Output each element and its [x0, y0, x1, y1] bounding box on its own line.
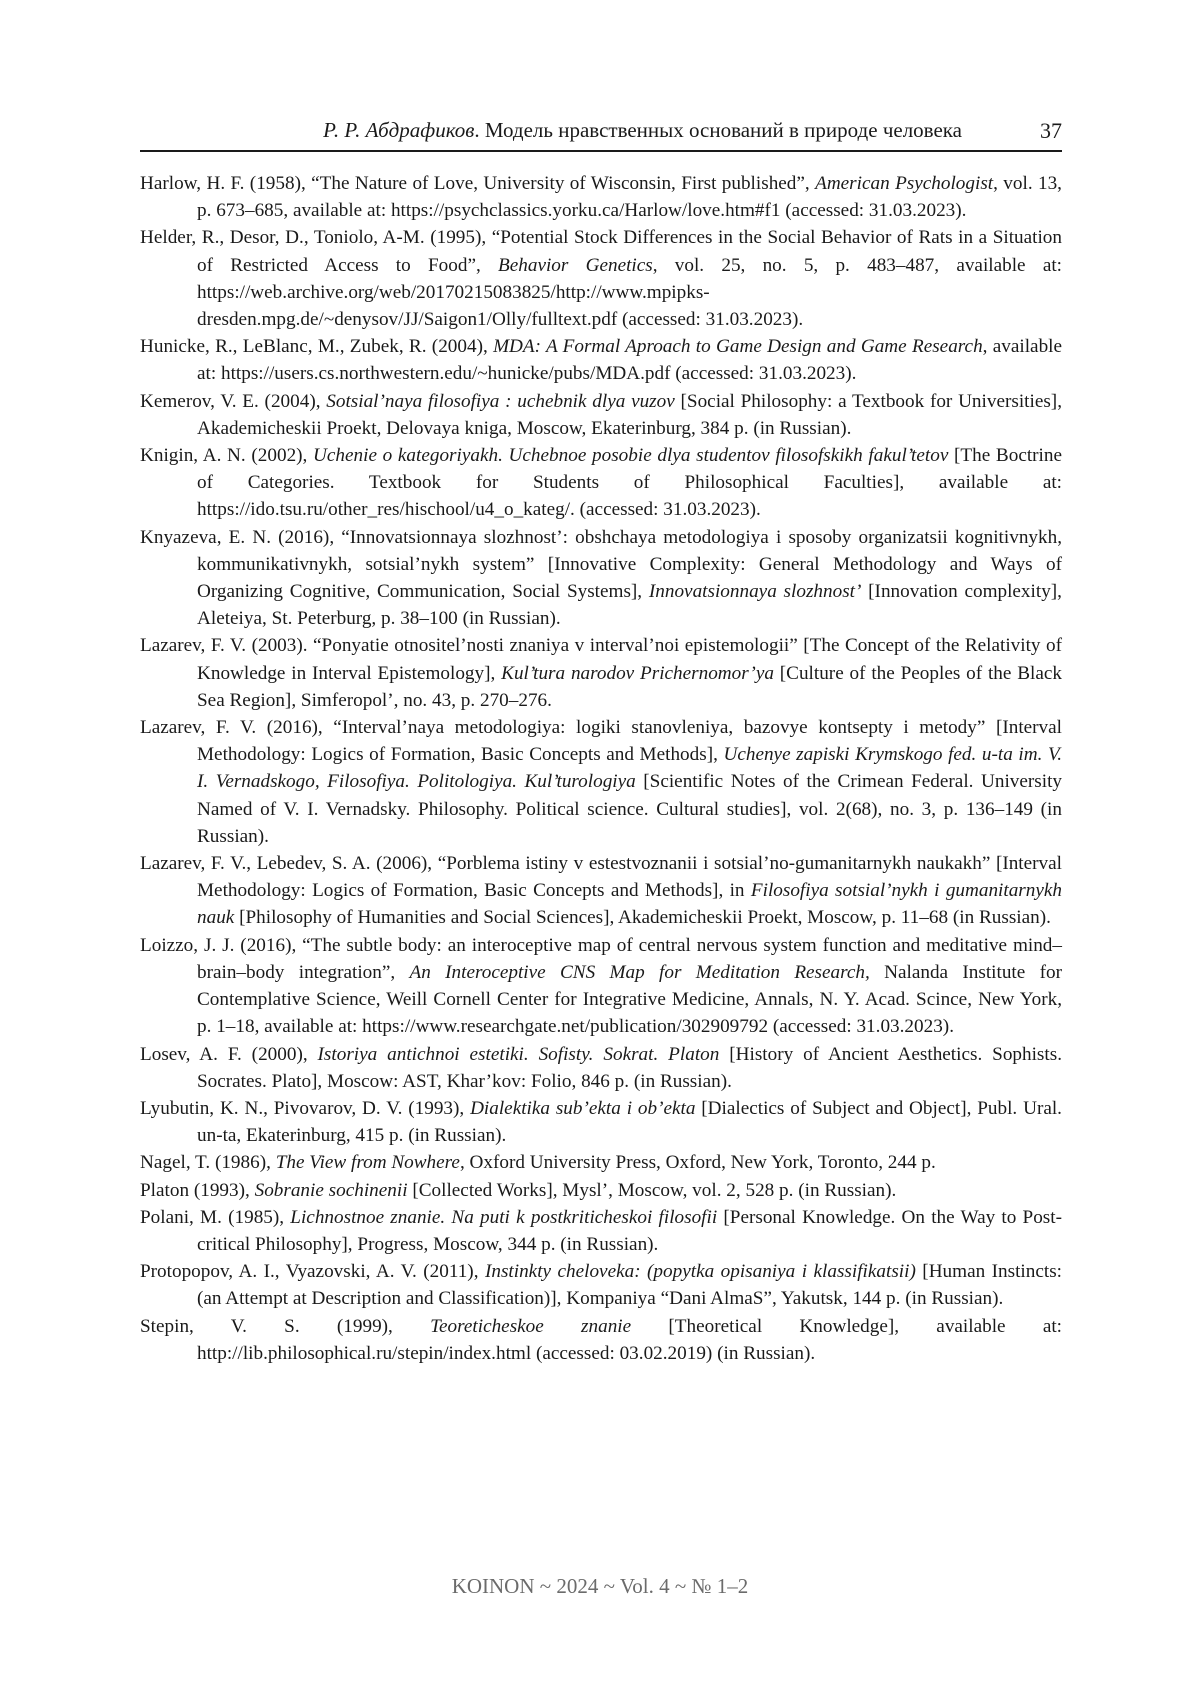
reference-title: Teoreticheskoe znanie: [430, 1315, 632, 1337]
reference-text: Loizzo, J. J. (2016), “The subtle body: an interoceptive map of central nervous system function and meditative mind–brain–body integration”,: [140, 934, 1062, 983]
reference-title: An Interoceptive CNS Map for Meditation Research,: [409, 961, 870, 983]
reference-details: [Philosophy of Humanities and Social Sciences], Akademicheskii Proekt, Moscow, p. 11–68 (in Russian).: [234, 907, 1051, 929]
reference-title: American Psychologist: [815, 173, 994, 194]
reference-text: Platon (1993),: [140, 1179, 255, 1201]
running-title: [323, 118, 962, 143]
reference-text: Polani, M. (1985),: [140, 1206, 291, 1228]
reference-entry: [140, 524, 1062, 633]
reference-title: Sobranie sochinenii: [254, 1179, 408, 1201]
reference-entry: [140, 1149, 1062, 1176]
reference-entry: [140, 1095, 1062, 1149]
reference-title: Kul’tura narodov Prichernomor’ya: [501, 662, 774, 684]
reference-title: Dialektika sub’ekta i ob’ekta: [470, 1097, 696, 1119]
reference-title: The View from Nowhere: [275, 1152, 460, 1174]
reference-details: [Scientific Notes of the Crimean Federal. University Named of V. I. Vernadsky. Philosophy. Political science. Cultural studies], vol. 2(68), no. 3, p. 136–149 (in Russian).: [197, 771, 1062, 847]
reference-details: [Theoretical Knowledge], available at: http://lib.philosophical.ru/stepin/index.html (accessed: 03.02.2019) (in Russian).: [197, 1315, 1062, 1364]
journal-footer: KOINON ~ 2024 ~ Vol. 4 ~ № 1–2: [451, 1574, 749, 1598]
reference-text: Lazarev, F. V. (2016), “Interval’naya metodologiya: logiki stanovleniya, bazovye kontsepty i metody” [Interval Methodology: Logics of Formation, Basic Concepts and Methods],: [140, 717, 1062, 766]
running-header: [140, 118, 1062, 152]
reference-text: Lazarev, F. V. (2003). “Ponyatie otnositel’nosti znaniya v interval’noi epistemologii” [The Concept of the Relativity of Knowledge in Interval Epistemology],: [140, 635, 1062, 684]
reference-text: Helder, R., Desor, D., Toniolo, A-M. (1995), “Potential Stock Differences in the Social Behavior of Rats in a Situation of Restricted Access to Food”,: [140, 227, 1062, 276]
reference-title: Innovatsionnaya slozhnost’: [648, 581, 862, 603]
reference-text: Losev, A. F. (2000),: [140, 1043, 318, 1065]
reference-title: Uchenye zapiski Krymskogo fed. u-ta im. V. I. Vernadskogo, Filosofiya. Politologiya. Kul’turologiya: [197, 744, 1063, 793]
reference-details: , Oxford University Press, Oxford, New York, Toronto, 244 p.: [459, 1152, 936, 1174]
reference-text: Kemerov, V. E. (2004),: [140, 390, 327, 412]
reference-title: Lichnostnoe znanie. Na puti k postkriticheskoi filosofii: [290, 1206, 718, 1228]
reference-text: Lyubutin, K. N., Pivovarov, D. V. (1993),: [140, 1097, 471, 1119]
reference-title: Filosofiya sotsial’nykh i gumanitarnykh nauk: [197, 880, 1062, 929]
reference-text: Knyazeva, E. N. (2016), “Innovatsionnaya slozhnost’: obshchaya metodologiya i sposoby organizatsii kognitivnykh, kommunikativnykh, sotsial’nykh system” [Innovative Complexity: General Methodology and Ways of Organizing Cognitive, Communication, Social Systems],: [140, 526, 1062, 603]
reference-details: [Social Philosophy: a Textbook for Universities], Akademicheskii Proekt, Delovaya kniga, Moscow, Ekaterinburg, 384 p. (in Russian).: [197, 390, 1062, 439]
reference-text: Protopopov, A. I., Vyazovski, A. V. (2011),: [140, 1261, 485, 1283]
reference-details: [Innovation complexity], Aleteiya, St. Peterburg, p. 38–100 (in Russian).: [197, 581, 1062, 630]
reference-details: [Dialectics of Subject and Object], Publ. Ural. un-ta, Ekaterinburg, 415 p. (in Russian).: [197, 1097, 1062, 1147]
reference-details: [Personal Knowledge. On the Way to Post-critical Philosophy], Progress, Moscow, 344 p. (in Russian).: [197, 1206, 1062, 1255]
reference-entry: [140, 932, 1062, 1041]
reference-entry: [140, 850, 1062, 932]
reference-details: [Human Instincts: (an Attempt at Description and Classification)], Kompaniya “Dani AlmaS”, Yakutsk, 144 p. (in Russian).: [197, 1261, 1062, 1310]
reference-entry: [140, 388, 1062, 442]
reference-title: Uchenie o kategoriyakh. Uchebnoe posobie dlya studentov filosofskikh fakul’tetov: [313, 445, 949, 467]
reference-details: [The Boctrine of Categories. Textbook for Students of Philosophical Faculties], available at: https://ido.tsu.ru/other_res/hischool/u4_o_kateg/. (accessed: 31.03.2023).: [197, 445, 1062, 521]
reference-title: Istoriya antichnoi estetiki. Sofisty. Sokrat. Platon: [317, 1043, 720, 1065]
reference-entry: [140, 224, 1062, 333]
header-author: Р. Р. Абдрафиков: [323, 118, 475, 142]
reference-text: Hunicke, R., LeBlanc, M., Zubek, R. (2004),: [140, 336, 494, 358]
reference-details: [History of Ancient Aesthetics. Sophists. Socrates. Plato], Moscow: AST, Khar’kov: Folio, 846 p. (in Russian).: [197, 1043, 1062, 1092]
reference-details: , vol. 25, no. 5, p. 483–487, available at: https://web.archive.org/web/20170215083825/http://www.mpipks-dresden.mpg.de/~denysov/JJ/Saigon1/Olly/fulltext.pdf (accessed: 31.03.2023).: [197, 254, 1062, 331]
reference-entry: [140, 442, 1062, 524]
reference-title: MDA: A Formal Aproach to Game Design and Game Research: [493, 336, 983, 358]
reference-entry: [140, 632, 1062, 714]
reference-list: [140, 170, 1062, 1367]
reference-text: Harlow, H. F. (1958), “The Nature of Love, University of Wisconsin, First published”,: [140, 173, 816, 194]
reference-details: [Collected Works], Mysl’, Moscow, vol. 2, 528 p. (in Russian).: [407, 1179, 897, 1201]
reference-entry: [140, 1177, 1062, 1204]
reference-entry: [140, 1041, 1062, 1095]
reference-entry: [140, 333, 1062, 387]
header-article-title: . Модель нравственных оснований в природе человека: [474, 118, 962, 142]
reference-text: Lazarev, F. V., Lebedev, S. A. (2006), “Porblema istiny v estestvoznanii i sotsial’no-gumanitarnykh naukakh” [Interval Methodology: Logics of Formation, Basic Concepts and Methods], in: [140, 853, 1062, 902]
reference-title: Instinkty cheloveka: (popytka opisaniya i klassifikatsii): [484, 1261, 916, 1283]
reference-text: Stepin, V. S. (1999),: [140, 1315, 431, 1337]
reference-entry: [140, 1258, 1062, 1312]
reference-entry: [140, 170, 1062, 224]
reference-details: Nalanda Institute for Contemplative Science, Weill Cornell Center for Integrative Medicine, Annals, N. Y. Acad. Scince, New York, p. 1–18, available at: https://www.researchgate.net/publication/302909792 (accessed: 31.03.2023).: [197, 961, 1062, 1038]
reference-title: Sotsial’naya filosofiya : uchebnik dlya vuzov: [326, 390, 675, 412]
reference-title: Behavior Genetics: [498, 254, 653, 276]
reference-text: Nagel, T. (1986),: [140, 1152, 276, 1174]
reference-entry: [140, 1313, 1062, 1367]
reference-details: [Culture of the Peoples of the Black Sea Region], Simferopol’, no. 43, p. 270–276.: [197, 662, 1062, 711]
reference-details: , available at: https://users.cs.northwestern.edu/~hunicke/pubs/MDA.pdf (accessed: 31.03.2023).: [197, 336, 1063, 385]
reference-details: , vol. 13, p. 673–685, available at: https://psychclassics.yorku.ca/Harlow/love.htm#f1 (accessed: 31.03.2023).: [197, 173, 1062, 222]
reference-entry: [140, 714, 1062, 850]
reference-text: Knigin, A. N. (2002),: [140, 445, 314, 467]
page-number: 37: [1040, 118, 1062, 143]
reference-entry: [140, 1204, 1062, 1258]
